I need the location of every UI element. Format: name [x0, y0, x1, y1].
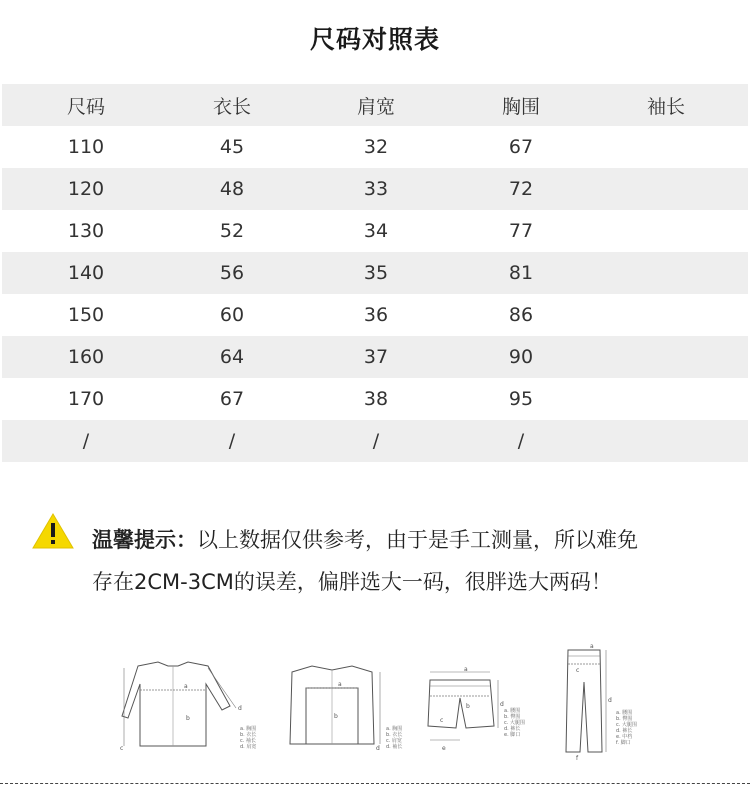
legend-item: c. 大腿围	[504, 720, 525, 726]
cell-chest: 72	[508, 178, 534, 200]
legend-item: d. 裤长	[504, 726, 521, 732]
cell-length: 60	[219, 304, 245, 326]
page-title: 尺码对照表	[309, 25, 440, 54]
legend-item: a. 腰围	[504, 708, 521, 714]
cell-chest: 95	[508, 388, 534, 410]
shorts-measure-diagram	[420, 666, 550, 762]
measurement-diagrams	[0, 636, 750, 766]
legend-item: c. 肩宽	[386, 738, 402, 744]
header-chest: 胸围	[501, 95, 540, 118]
svg-text:b: b	[334, 713, 338, 720]
cell-size: 170	[67, 388, 105, 410]
cell-shoulder: 38	[363, 388, 389, 410]
cell-chest: 90	[508, 346, 534, 368]
cell-length: 48	[219, 178, 245, 200]
table-row	[2, 336, 748, 378]
cell-length: 45	[219, 136, 245, 158]
size-chart-table	[2, 84, 748, 462]
cell-size: /	[82, 430, 90, 452]
svg-text:b: b	[466, 703, 470, 710]
pants-measure-diagram	[560, 642, 680, 762]
cell-shoulder: 32	[363, 136, 389, 158]
legend-item: d. 裤长	[616, 728, 633, 734]
svg-text:a: a	[338, 681, 342, 688]
table-row	[2, 252, 748, 294]
header-sleeve: 袖长	[646, 95, 685, 118]
legend-item: b. 衣长	[386, 732, 403, 738]
legend-item: a. 胸围	[240, 726, 257, 732]
table-row	[2, 294, 748, 336]
cell-chest: 86	[508, 304, 534, 326]
svg-text:a: a	[464, 666, 468, 673]
dashed-divider	[0, 783, 750, 784]
svg-text:d: d	[376, 745, 380, 752]
notice-line-1	[92, 524, 638, 554]
cell-chest: 81	[508, 262, 534, 284]
cell-length: 56	[219, 262, 245, 284]
table-row	[2, 420, 748, 462]
cell-length: 67	[219, 388, 245, 410]
notice-line-2: 存在2CM-3CM的误差，偏胖选大一码，很胖选大两码！	[92, 570, 612, 594]
cell-size: 130	[67, 220, 105, 242]
cell-chest: /	[517, 430, 525, 452]
header-size: 尺码	[66, 95, 105, 118]
svg-text:c: c	[440, 717, 444, 724]
warning-icon	[32, 513, 74, 549]
cell-size: 120	[67, 178, 105, 200]
header-shoulder: 肩宽	[356, 95, 395, 118]
legend-item: a. 腰围	[616, 710, 633, 716]
svg-text:b: b	[186, 715, 190, 722]
legend-item: b. 臀围	[616, 716, 633, 722]
legend-item: d. 袖长	[386, 744, 403, 750]
table-row	[2, 210, 748, 252]
cell-shoulder: 35	[363, 262, 389, 284]
svg-text:d: d	[608, 697, 612, 704]
svg-text:d: d	[238, 705, 242, 712]
cell-shoulder: 34	[363, 220, 389, 242]
svg-text:d: d	[500, 701, 504, 708]
svg-text:a: a	[590, 643, 594, 650]
legend-item: e. 中档	[616, 734, 633, 740]
legend-item: c. 大腿围	[616, 722, 637, 728]
svg-text:c: c	[120, 745, 124, 752]
cell-chest: 67	[508, 136, 534, 158]
legend-item: b. 衣长	[240, 732, 257, 738]
cell-shoulder: 36	[363, 304, 389, 326]
svg-text:c: c	[576, 667, 580, 674]
cell-shoulder: 33	[363, 178, 389, 200]
cell-size: 160	[67, 346, 105, 368]
cell-length: 52	[219, 220, 245, 242]
legend-item: e. 脚口	[504, 732, 521, 738]
cell-length: 64	[219, 346, 245, 368]
cell-chest: 77	[508, 220, 534, 242]
cell-size: 140	[67, 262, 105, 284]
header-length: 衣长	[212, 95, 251, 118]
notice-label: 温馨提示：	[92, 528, 197, 552]
legend-item: a. 胸围	[386, 726, 403, 732]
svg-text:e: e	[442, 745, 446, 752]
sweater-measure-diagram	[282, 658, 412, 758]
legend-item: c. 袖长	[240, 738, 256, 744]
cell-size: 110	[67, 136, 105, 158]
cell-shoulder: /	[372, 430, 380, 452]
legend-item: d. 肩宽	[240, 744, 257, 750]
table-row	[2, 126, 748, 168]
notice-text-1: 以上数据仅供参考，由于是手工测量，所以难免	[197, 528, 638, 552]
cell-shoulder: 37	[363, 346, 389, 368]
shirt-measure-diagram	[118, 658, 278, 758]
table-header-row	[2, 84, 748, 126]
table-row	[2, 168, 748, 210]
svg-text:f: f	[576, 755, 579, 762]
svg-text:a: a	[184, 683, 188, 690]
table-row	[2, 378, 748, 420]
cell-size: 150	[67, 304, 105, 326]
legend-item: b. 臀围	[504, 714, 521, 720]
cell-length: /	[228, 430, 236, 452]
legend-item: f. 脚口	[616, 740, 631, 746]
